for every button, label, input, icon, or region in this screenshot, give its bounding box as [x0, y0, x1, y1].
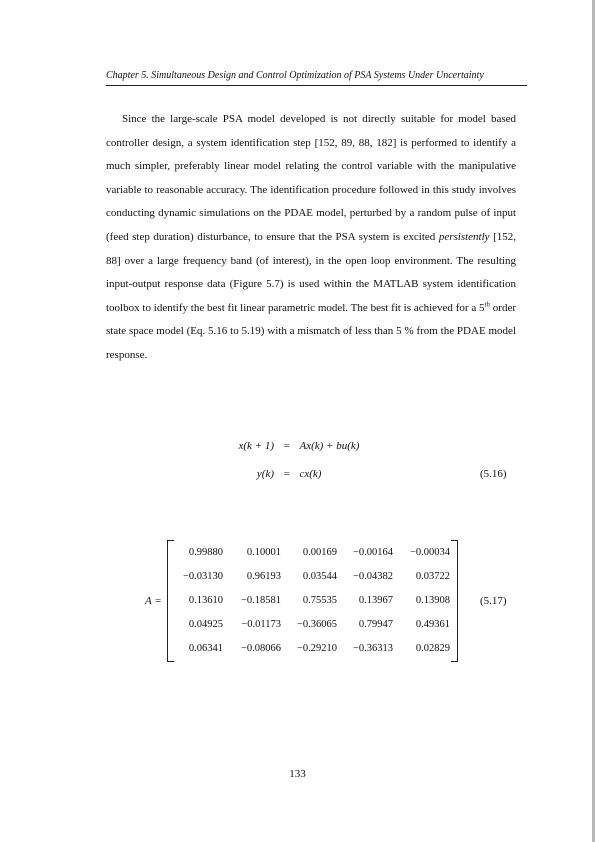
eq2-rhs: cx(k)	[299, 468, 322, 480]
eq2-equals: =	[283, 468, 290, 480]
matrix-cell: 0.99880	[188, 547, 223, 558]
matrix-cell: 0.00169	[302, 547, 337, 558]
eq1-lhs: x(k + 1)	[238, 440, 274, 452]
matrix-cell: 0.79947	[358, 619, 393, 630]
paragraph-part1: Since the large-scale PSA model developed is not directly suitable for model based controller design, a system identification step [152, 89, 88, 182] is performed to identify a much simpler, preferably linear model relating the control variable with the manipulative variable to reasonable accuracy. The identification procedure followed in this study involves conducting dynamic simulations on the PDAE model, perturbed by a random pulse of input (feed step duration) disturbance, to ensure that the PSA system is excited	[106, 113, 516, 243]
matrix-cell: −0.36065	[296, 619, 337, 630]
matrix-cell: −0.03130	[182, 571, 223, 582]
matrix-cell: 0.13967	[358, 595, 393, 606]
matrix-cell: 0.04925	[188, 619, 223, 630]
equation-line-1	[200, 440, 359, 452]
eq2-lhs: y(k)	[256, 468, 274, 480]
matrix-cell: −0.36313	[352, 643, 393, 654]
matrix-right-bracket	[451, 540, 458, 662]
eq1-equals: =	[283, 440, 290, 452]
matrix-cell: 0.13610	[188, 595, 223, 606]
matrix-cell: −0.18581	[240, 595, 281, 606]
eq1-rhs: Ax(k) + bu(k)	[299, 440, 360, 452]
matrix-cell: −0.29210	[296, 643, 337, 654]
matrix-cell: −0.00034	[409, 547, 450, 558]
matrix-cell: −0.01173	[241, 619, 281, 630]
matrix-cell: 0.75535	[302, 595, 337, 606]
matrix-cell: 0.02829	[415, 643, 450, 654]
matrix-cell: 0.13908	[415, 595, 450, 606]
matrix-cell: −0.00164	[352, 547, 393, 558]
matrix-cell: 0.03722	[415, 571, 450, 582]
header-rule	[106, 85, 527, 86]
matrix-cell: 0.06341	[188, 643, 223, 654]
page-number: 133	[289, 768, 306, 780]
superscript-th: th	[484, 300, 490, 309]
matrix-cell: −0.08066	[240, 643, 281, 654]
matrix-cell: 0.49361	[415, 619, 450, 630]
matrix-label: A =	[145, 595, 162, 607]
paragraph-part2: [152, 88] over a large frequency band (of interest), in the open loop environment. The resulting input-output response data (Figure 5.7) is used within the MATLAB system identification toolbox to identify the best fit linear parametric model. The best fit is achieved for a 5	[106, 230, 516, 314]
emphasis-persistently: persistently	[438, 230, 490, 243]
matrix-cell: −0.04382	[352, 571, 393, 582]
running-header: Chapter 5. Simultaneous Design and Control Optimization of PSA Systems Under Uncertainty	[106, 70, 484, 81]
paragraph-part3: order state space model (Eq. 5.16 to 5.19) with a mismatch of less than 5 % from the PDAE model response.	[106, 301, 516, 361]
equation-number-5-17: (5.17)	[480, 595, 507, 607]
matrix-cell: 0.10001	[246, 547, 281, 558]
equation-line-2	[200, 468, 321, 480]
matrix-cell: 0.96193	[246, 571, 281, 582]
matrix-cell: 0.03544	[302, 571, 337, 582]
body-text	[106, 108, 516, 368]
equation-number-5-16: (5.16)	[480, 468, 507, 480]
paragraph	[106, 108, 516, 368]
